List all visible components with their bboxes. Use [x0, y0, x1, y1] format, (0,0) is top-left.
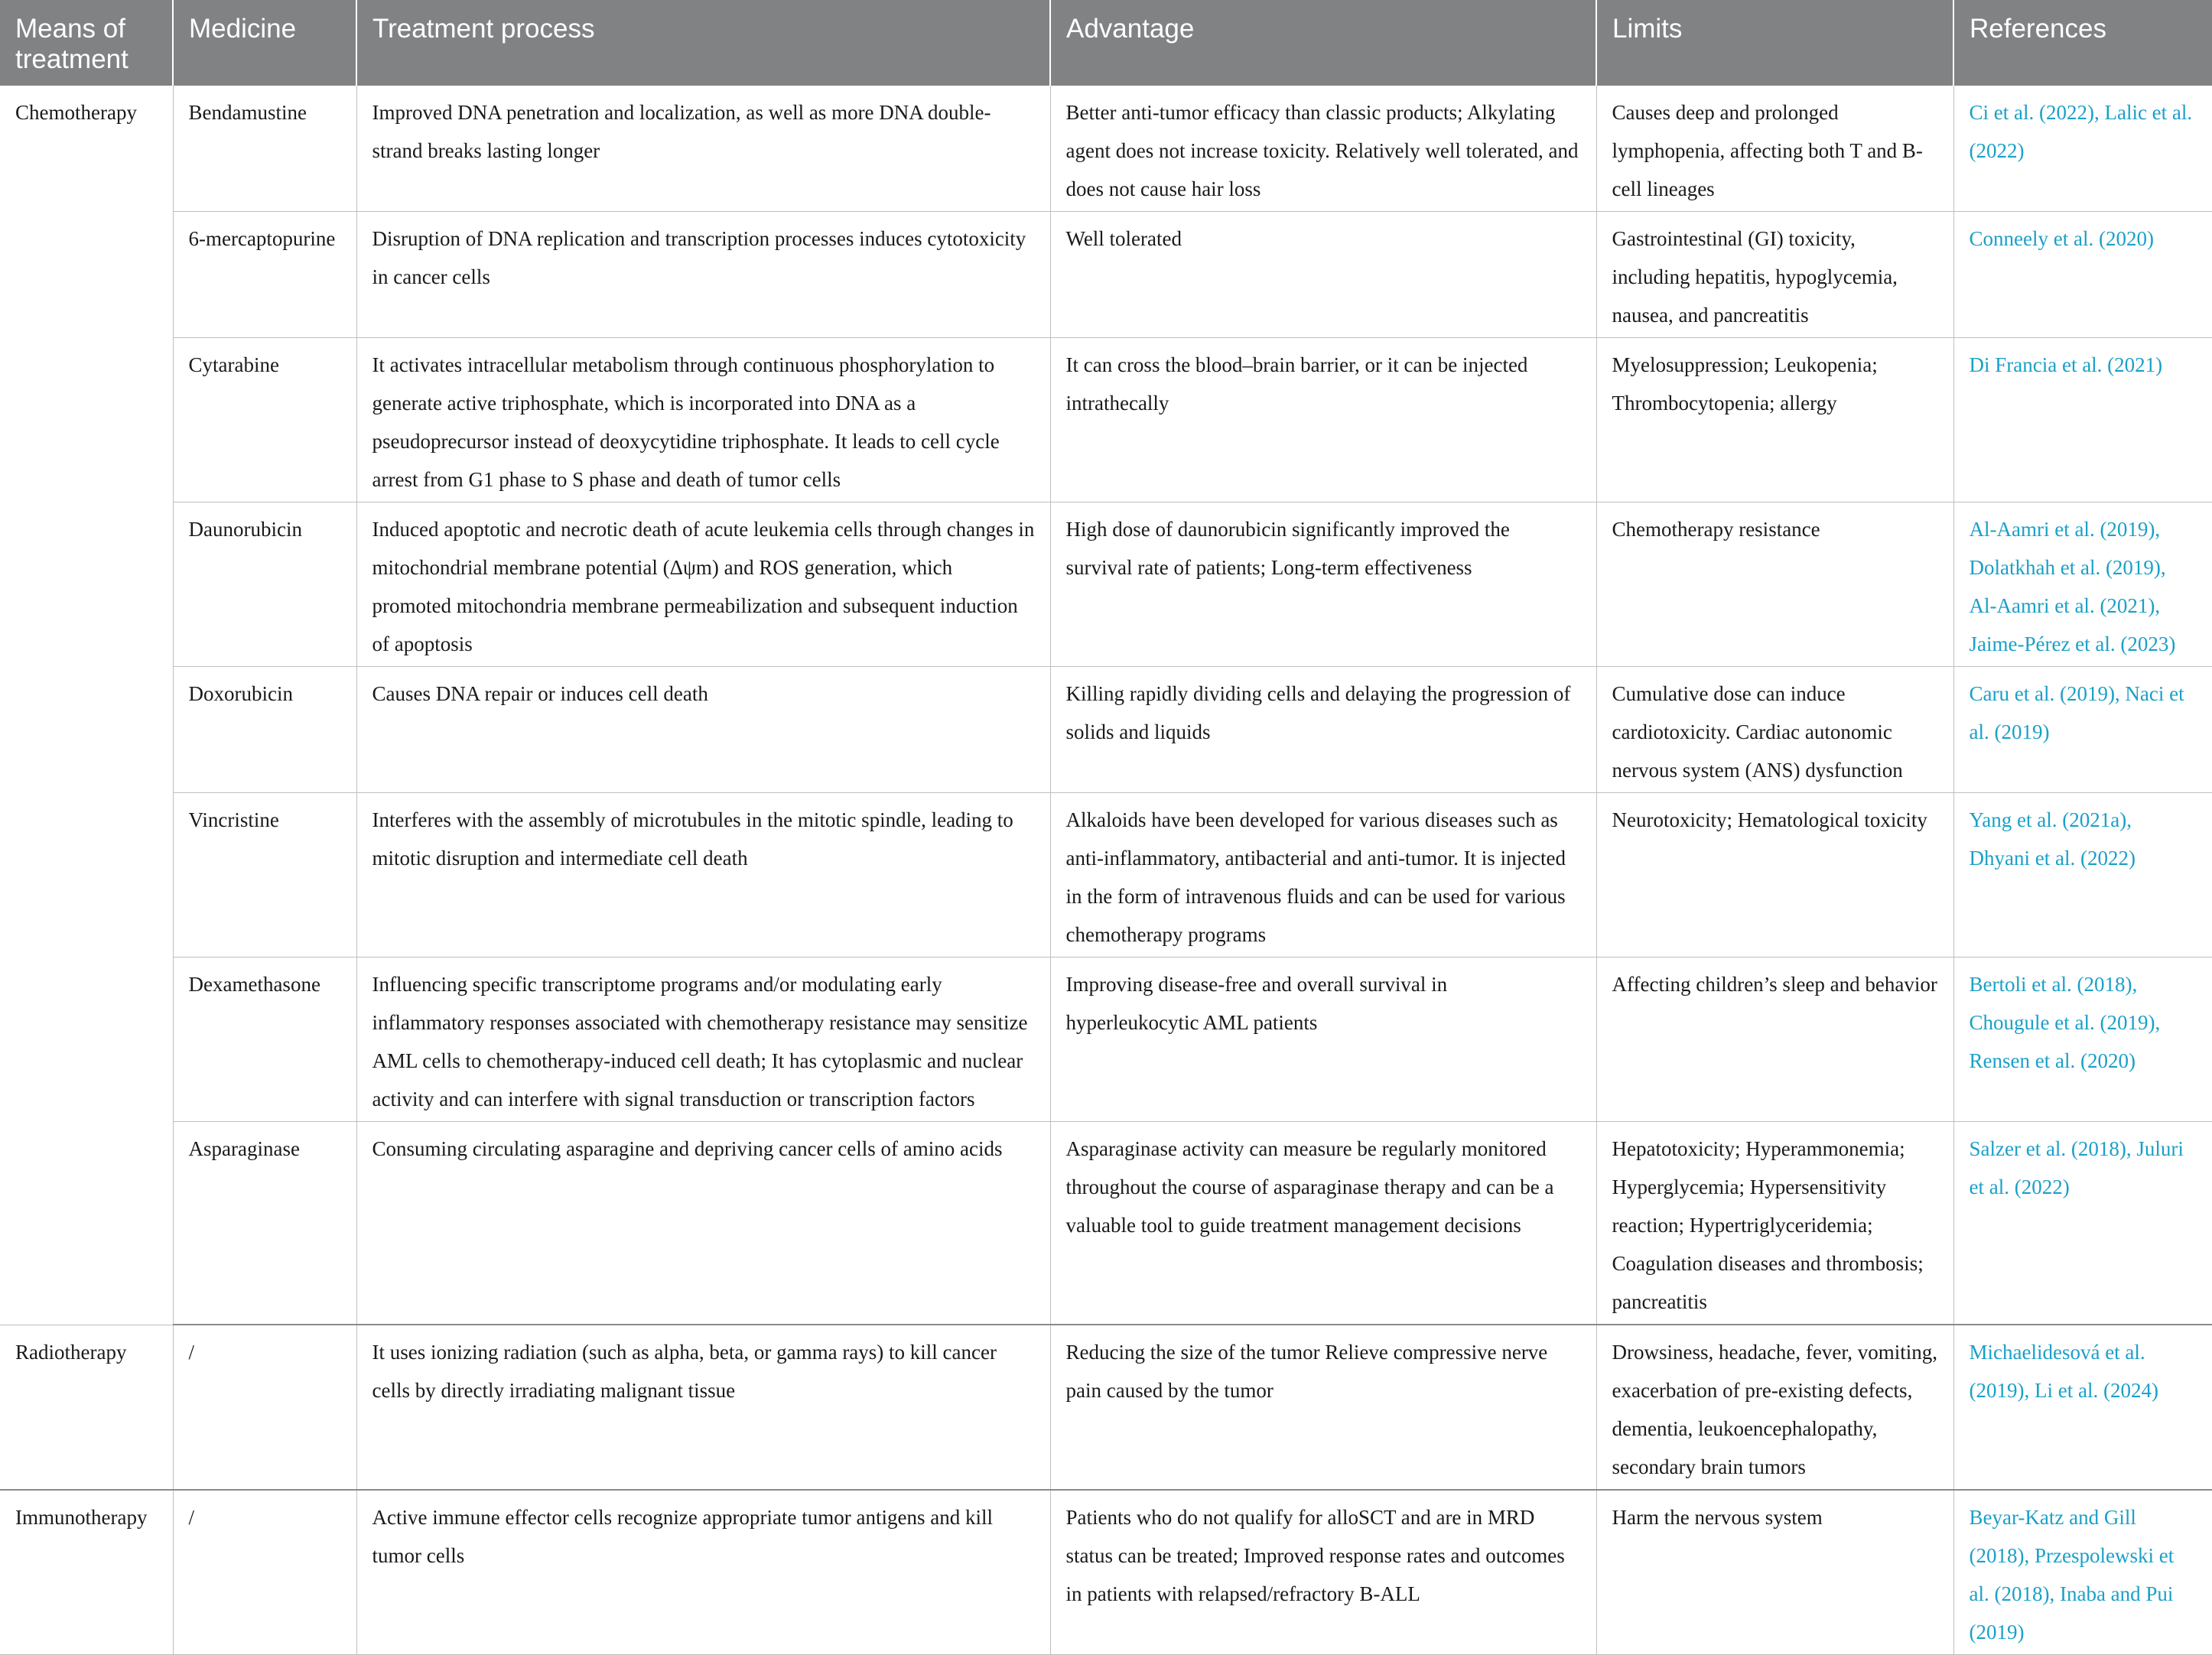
- table-row: [0, 212, 2212, 338]
- process-cell: Consuming circulating asparagine and depriving cancer cells of amino acids: [356, 1122, 1050, 1325]
- process-cell: Disruption of DNA replication and transcription processes induces cytotoxicity in cancer cells: [356, 212, 1050, 338]
- references-link[interactable]: Beyar-Katz and Gill (2018), Przespolewski et al. (2018), Inaba and Pui (2019): [1953, 1490, 2212, 1655]
- table-row: [0, 86, 2212, 212]
- table-row: [0, 793, 2212, 958]
- medicine-cell: /: [173, 1490, 356, 1655]
- medicine-cell: /: [173, 1325, 356, 1490]
- header-means-of-treatment: Means of treatment: [0, 0, 173, 86]
- advantage-cell: Well tolerated: [1050, 212, 1596, 338]
- references-link[interactable]: Caru et al. (2019), Naci et al. (2019): [1953, 667, 2212, 793]
- process-cell: It activates intracellular metabolism through continuous phosphorylation to generate active triphosphate, which is incorporated into DNA as a pseudoprecursor instead of deoxycytidine triphosphate. It leads to cell cycle arrest from G1 phase to S phase and death of tumor cells: [356, 338, 1050, 502]
- header-row: [0, 0, 2212, 86]
- process-cell: Influencing specific transcriptome programs and/or modulating early inflammatory responses associated with chemotherapy resistance may sensitize AML cells to chemotherapy-induced cell death; It has cytoplasmic and nuclear activity and can interfere with signal transduction or transcription factors: [356, 958, 1050, 1122]
- header-medicine: Medicine: [173, 0, 356, 86]
- table-row: [0, 958, 2212, 1122]
- medicine-cell: Doxorubicin: [173, 667, 356, 793]
- process-cell: Improved DNA penetration and localization, as well as more DNA double-strand breaks lasting longer: [356, 86, 1050, 212]
- limits-cell: Drowsiness, headache, fever, vomiting, exacerbation of pre-existing defects, dementia, leukoencephalopathy, secondary brain tumors: [1596, 1325, 1953, 1490]
- medicine-cell: Dexamethasone: [173, 958, 356, 1122]
- advantage-cell: Alkaloids have been developed for various diseases such as anti-inflammatory, antibacterial and anti-tumor. It is injected in the form of intravenous fluids and can be used for various chemotherapy programs: [1050, 793, 1596, 958]
- references-link[interactable]: Conneely et al. (2020): [1953, 212, 2212, 338]
- process-cell: Causes DNA repair or induces cell death: [356, 667, 1050, 793]
- header-limits: Limits: [1596, 0, 1953, 86]
- process-cell: Active immune effector cells recognize appropriate tumor antigens and kill tumor cells: [356, 1490, 1050, 1655]
- advantage-cell: Better anti-tumor efficacy than classic products; Alkylating agent does not increase toxicity. Relatively well tolerated, and does not cause hair loss: [1050, 86, 1596, 212]
- medicine-cell: Bendamustine: [173, 86, 356, 212]
- references-link[interactable]: Ci et al. (2022), Lalic et al. (2022): [1953, 86, 2212, 212]
- table-row: [0, 1490, 2212, 1655]
- references-link[interactable]: Yang et al. (2021a), Dhyani et al. (2022): [1953, 793, 2212, 958]
- medicine-cell: Cytarabine: [173, 338, 356, 502]
- table-row: [0, 1325, 2212, 1490]
- limits-cell: Chemotherapy resistance: [1596, 502, 1953, 667]
- references-link[interactable]: Michaelidesová et al. (2019), Li et al. (2024): [1953, 1325, 2212, 1490]
- means-cell: Immunotherapy: [0, 1490, 173, 1655]
- limits-cell: Gastrointestinal (GI) toxicity, including hepatitis, hypoglycemia, nausea, and pancreatitis: [1596, 212, 1953, 338]
- advantage-cell: It can cross the blood–brain barrier, or it can be injected intrathecally: [1050, 338, 1596, 502]
- advantage-cell: Reducing the size of the tumor Relieve compressive nerve pain caused by the tumor: [1050, 1325, 1596, 1490]
- advantage-cell: Killing rapidly dividing cells and delaying the progression of solids and liquids: [1050, 667, 1596, 793]
- limits-cell: Neurotoxicity; Hematological toxicity: [1596, 793, 1953, 958]
- references-link[interactable]: Bertoli et al. (2018), Chougule et al. (2019), Rensen et al. (2020): [1953, 958, 2212, 1122]
- header-references: References: [1953, 0, 2212, 86]
- medicine-cell: Asparaginase: [173, 1122, 356, 1325]
- advantage-cell: Improving disease-free and overall survival in hyperleukocytic AML patients: [1050, 958, 1596, 1122]
- process-cell: It uses ionizing radiation (such as alpha, beta, or gamma rays) to kill cancer cells by directly irradiating malignant tissue: [356, 1325, 1050, 1490]
- means-cell: Chemotherapy: [0, 86, 173, 1325]
- references-link[interactable]: Salzer et al. (2018), Juluri et al. (2022): [1953, 1122, 2212, 1325]
- means-cell: Radiotherapy: [0, 1325, 173, 1490]
- medicine-cell: 6-mercaptopurine: [173, 212, 356, 338]
- advantage-cell: Asparaginase activity can measure be regularly monitored throughout the course of asparaginase therapy and can be a valuable tool to guide treatment management decisions: [1050, 1122, 1596, 1325]
- references-link[interactable]: Di Francia et al. (2021): [1953, 338, 2212, 502]
- limits-cell: Cumulative dose can induce cardiotoxicity. Cardiac autonomic nervous system (ANS) dysfunction: [1596, 667, 1953, 793]
- process-cell: Induced apoptotic and necrotic death of acute leukemia cells through changes in mitochondrial membrane potential (Δψm) and ROS generation, which promoted mitochondria membrane permeabilization and subsequent induction of apoptosis: [356, 502, 1050, 667]
- header-treatment-process: Treatment process: [356, 0, 1050, 86]
- limits-cell: Hepatotoxicity; Hyperammonemia; Hyperglycemia; Hypersensitivity reaction; Hypertriglyceridemia; Coagulation diseases and thrombosis; pancreatitis: [1596, 1122, 1953, 1325]
- limits-cell: Affecting children’s sleep and behavior: [1596, 958, 1953, 1122]
- table-row: [0, 667, 2212, 793]
- header-advantage: Advantage: [1050, 0, 1596, 86]
- medicine-cell: Vincristine: [173, 793, 356, 958]
- table-row: [0, 502, 2212, 667]
- references-link[interactable]: Al-Aamri et al. (2019), Dolatkhah et al. (2019), Al-Aamri et al. (2021), Jaime-Pérez et al. (2023): [1953, 502, 2212, 667]
- limits-cell: Myelosuppression; Leukopenia; Thrombocytopenia; allergy: [1596, 338, 1953, 502]
- limits-cell: Harm the nervous system: [1596, 1490, 1953, 1655]
- advantage-cell: Patients who do not qualify for alloSCT and are in MRD status can be treated; Improved response rates and outcomes in patients with relapsed/refractory B-ALL: [1050, 1490, 1596, 1655]
- table-row: [0, 338, 2212, 502]
- advantage-cell: High dose of daunorubicin significantly improved the survival rate of patients; Long-term effectiveness: [1050, 502, 1596, 667]
- medicine-cell: Daunorubicin: [173, 502, 356, 667]
- limits-cell: Causes deep and prolonged lymphopenia, affecting both T and B-cell lineages: [1596, 86, 1953, 212]
- table-row: [0, 1122, 2212, 1325]
- process-cell: Interferes with the assembly of microtubules in the mitotic spindle, leading to mitotic disruption and intermediate cell death: [356, 793, 1050, 958]
